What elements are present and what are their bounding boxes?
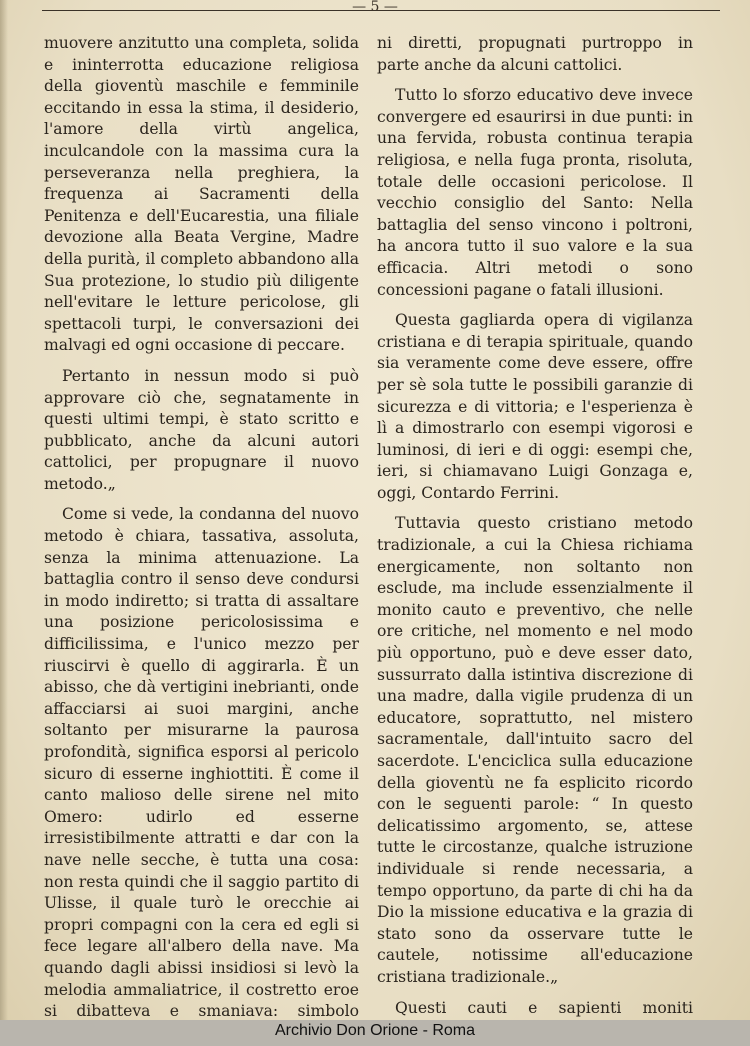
paragraph: Tutto lo sforzo educativo deve invece convergere ed esaurirsi in due punti: in una fervida, robusta continua terapia religiosa, e nella fuga pronta, risoluta, totale delle occasioni pericolose. Il vecchio consiglio del Santo: Nella battaglia del senso vincono i poltroni, ha ancora tutto il suo valore e la sua efficacia. Altri metodi o sono concessioni pagane o fatali illusioni. <box>377 86 693 299</box>
header-rule <box>42 10 720 11</box>
paragraph: Tuttavia questo cristiano metodo tradizionale, a cui la Chiesa richiama energicamente, non soltanto non esclude, ma include essenzialmente il monito cauto e preventivo, che nelle ore critiche, nel momento e nel modo più opportuno, può e deve esser dato, sussurrato dalla istintiva discrezione di una madre, dalla vigile prudenza di un educatore, soprattutto, nel mistero sacramentale, dall'intuito sacro del sacerdote. L'enciclica sulla educazione della gioventù ne fa esplicito ricordo con le seguenti parole: “ In questo delicatissimo argomento, se, attese tutte le circostanze, qualche istruzione individuale si rende necessaria, a tempo opportuno, da parte di chi ha da Dio la missione educativa e la grazia di stato sono da osservare tutte le cautele, notissime all'educazione cristiana tradizionale.„ <box>377 514 693 986</box>
paragraph: muovere anzitutto una completa, solida e ininterrotta educazione religiosa della gioventù maschile e femminile eccitando in essa la stima, il desiderio, l'amore della virtù angelica, inculcandole con la massima cura la perseveranza nella preghiera, la frequenza ai Sacramenti della Penitenza e dell'Eucarestia, una filiale devozione alla Beata Vergine, Madre della purità, il completo abbandono alla Sua protezione, lo studio più diligente nell'evitare le letture pericolose, gli spettacoli turpi, le conversazioni dei malvagi ed ogni occasione di peccare. <box>44 34 359 355</box>
left-column <box>44 33 359 1020</box>
paragraph: Pertanto in nessun modo si può approvare ciò che, segnatamente in questi ultimi tempi, è stato scritto e pubblicato, anche da alcuni autori cattolici, per propugnare il nuovo metodo.„ <box>44 366 359 493</box>
page-edge-shadow <box>0 0 8 1020</box>
page-number: — 5 — <box>352 0 398 15</box>
paragraph: Come si vede, la condanna del nuovo metodo è chiara, tassativa, assoluta, senza la minima attenuazione. La battaglia contro il senso deve condursi in modo indiretto; si tratta di assaltare una posizione pericolosissima e difficilissima, e l'unico mezzo per riuscirvi è quello di aggirarla. È un abisso, che dà vertigini inebrianti, onde affacciarsi ai suoi margini, anche soltanto per misurarne la paurosa profondità, significa esporsi al pericolo sicuro di esserne inghiottiti. È come il canto malioso delle sirene nel mito Omero: udirlo ed esserne irresistibilmente attratti e dar con la nave nelle secche, è tutta una cosa: non resta quindi che il saggio partito di Ulisse, il quale turò le orecchie ai propri compagni con la cera ed egli si fece legare all'albero della nave. Ma quando dagli abissi insidiosi si levò la melodia ammaliatrice, il costretto eroe si dibatteva e smaniava: simbolo <box>44 505 359 1020</box>
right-column <box>377 33 693 1020</box>
paragraph: ni diretti, propugnati purtroppo in parte anche da alcuni cattolici. <box>377 34 693 74</box>
archive-watermark: Archivio Don Orione - Roma <box>274 1022 476 1039</box>
paragraph: Questa gagliarda opera di vigilanza cristiana e di terapia spirituale, quando sia veramente come deve essere, offre per sè sola tutte le possibili garanzie di sicurezza e di vittoria; e l'esperienza è lì a dimostrarlo con esempi vigorosi e luminosi, di ieri e di oggi: esempi che, ieri, si chiamavano Luigi Gonzaga e, oggi, Contardo Ferrini. <box>377 311 693 502</box>
paragraph: Questi cauti e sapienti moniti <box>395 998 693 1017</box>
